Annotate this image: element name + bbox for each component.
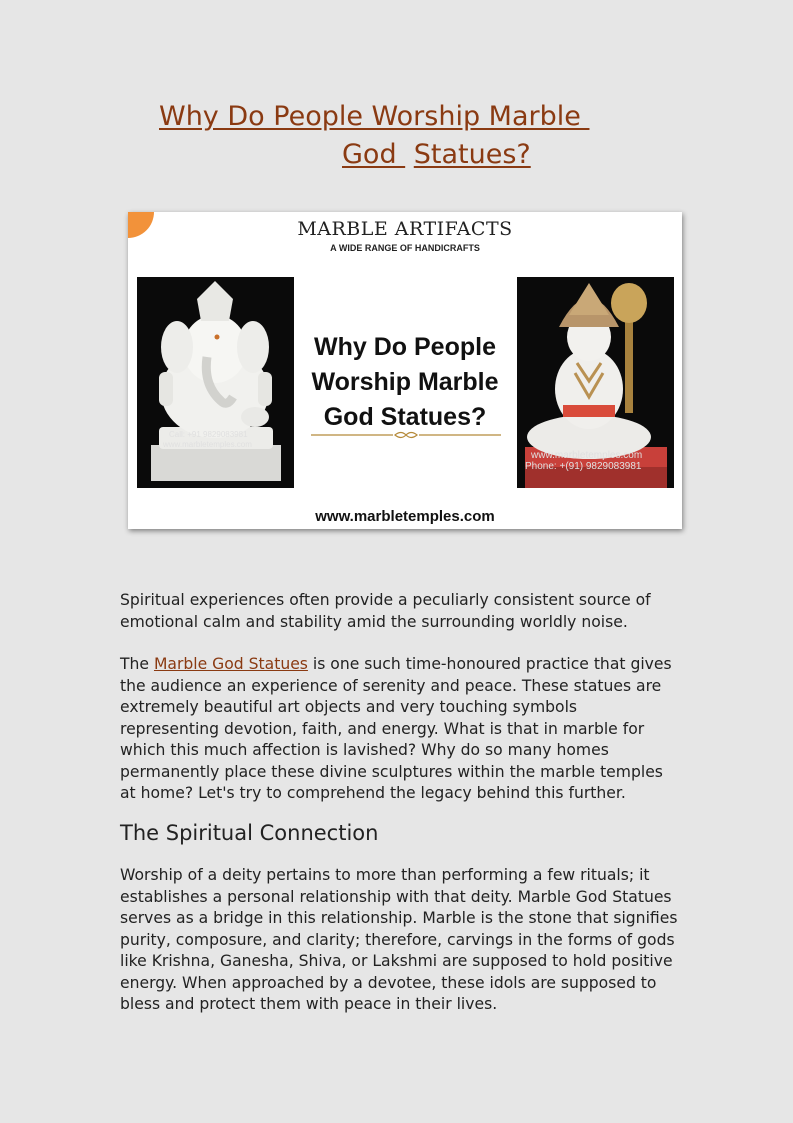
banner-brand: MARBLE ARTIFACTS	[297, 218, 513, 240]
hanuman-statue-photo	[517, 277, 674, 488]
title-line-1[interactable]: Why Do People Worship Marble	[159, 101, 590, 132]
title-word-god[interactable]: God	[342, 139, 406, 170]
banner-heading	[302, 330, 508, 435]
banner-heading-line-3: God Statues?	[323, 403, 487, 431]
left-watermark-url: www.marbletemples.com	[163, 440, 252, 449]
section-paragraph: Worship of a deity pertains to more than performing a few rituals; it establishes a personal relationship with that deity. Marble God Statues serves as a bridge in this relationship. Marble is the stone that signifies purity, composure, and clarity; therefore, carvings in the forms of gods like Krishna, Ganesha, Shiva, or Lakshmi are supposed to hold positive energy. When approached by a devotee, these idols are supposed to bless and protect them with peace in their lives.	[120, 866, 678, 1013]
right-watermark-phone: Phone: +(91) 9829083981	[525, 461, 642, 472]
section-heading: The Spiritual Connection	[120, 821, 379, 845]
banner-tagline: A WIDE RANGE OF HANDICRAFTS	[330, 243, 480, 253]
body-prefix: The	[120, 655, 154, 673]
banner-heading-line-2: Worship Marble	[311, 368, 499, 396]
body-text: is one such time-honoured practice that gives the audience an experience of serenity and peace. These statues are extremely beautiful art objects and very touching symbols representing devotion, faith, and energy. What is that in marble for which this much affection is lavished? Why do so many homes permanently place these divine sculptures within the marble temples at home? Let's try to comprehend the legacy behind this further.	[120, 655, 672, 802]
ganesha-statue-photo	[137, 277, 294, 488]
marble-god-statues-link[interactable]: Marble God Statues	[153, 655, 308, 673]
left-watermark-phone: Call: +91 9829083981	[169, 430, 248, 439]
title-word-statues[interactable]: Statues?	[413, 139, 531, 170]
hero-banner-image	[128, 212, 682, 529]
banner-heading-line-1: Why Do People	[314, 333, 496, 361]
intro-paragraph: Spiritual experiences often provide a peculiarly consistent source of emotional calm and stability amid the surrounding worldly noise.	[120, 591, 651, 631]
body-paragraph	[120, 654, 680, 805]
title-line-2[interactable]	[342, 136, 531, 174]
divider-ornament-icon	[311, 430, 501, 440]
ganesha-statue-icon	[137, 277, 294, 488]
banner-website: www.marbletemples.com	[315, 508, 495, 525]
right-watermark-url: www.marbletemples.com	[531, 450, 643, 461]
